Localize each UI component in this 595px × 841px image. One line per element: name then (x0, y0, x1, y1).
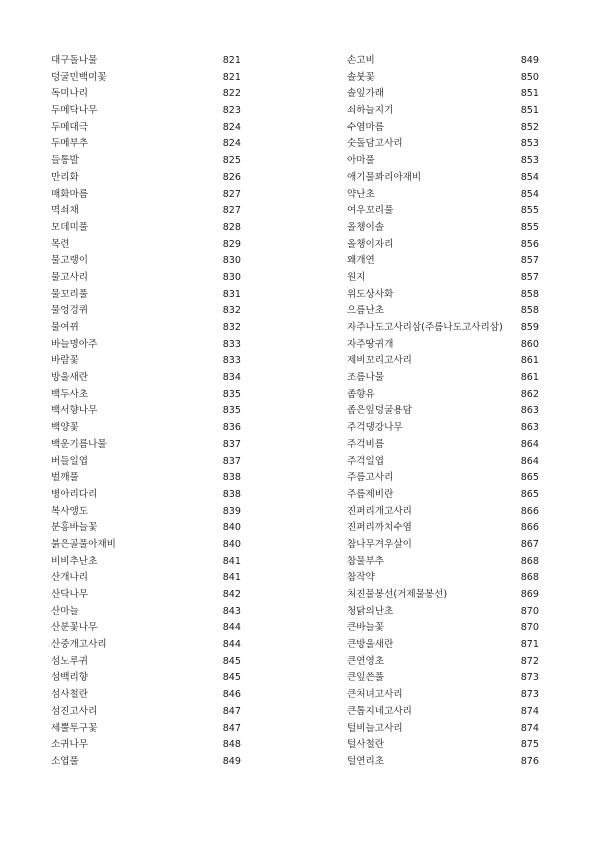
entry-name: 아마풀 (347, 155, 375, 167)
entry-page-number: 833 (222, 338, 241, 350)
index-entry (347, 170, 539, 187)
index-entry (347, 86, 539, 103)
entry-page-number: 868 (520, 572, 539, 584)
entry-page-number: 838 (222, 488, 241, 500)
index-entry (51, 86, 241, 103)
entry-name: 제비꼬리고사리 (347, 355, 412, 367)
entry-name: 으름난초 (347, 305, 385, 317)
entry-page-number: 871 (520, 639, 539, 651)
entry-name: 큰톱지네고사리 (347, 705, 412, 717)
index-entry (51, 654, 241, 671)
entry-page-number: 831 (222, 288, 241, 300)
entry-name: 물꼬리풀 (51, 288, 89, 300)
entry-name: 자주땅귀개 (347, 338, 394, 350)
index-entry (347, 153, 539, 170)
index-entry (347, 620, 539, 637)
index-entry (347, 403, 539, 420)
entry-name: 주름제비란 (347, 488, 394, 500)
index-entry (51, 237, 241, 254)
entry-name: 섬노루귀 (51, 655, 89, 667)
entry-name: 물여뀌 (51, 322, 79, 333)
entry-page-number: 845 (222, 655, 241, 667)
index-entry (51, 554, 241, 571)
entry-name: 비비추난초 (51, 555, 98, 567)
entry-name: 매화마름 (51, 188, 89, 200)
entry-page-number: 836 (222, 422, 241, 434)
index-entry (347, 754, 539, 771)
index-entry (51, 520, 241, 537)
index-entry (51, 337, 241, 354)
entry-name: 큰바늘꽃 (347, 622, 385, 634)
entry-page-number: 845 (222, 672, 241, 684)
entry-page-number: 853 (520, 155, 539, 167)
index-entry (51, 737, 241, 754)
entry-page-number: 824 (222, 138, 241, 150)
entry-page-number: 861 (520, 372, 539, 384)
index-entry (51, 537, 241, 554)
entry-page-number: 842 (222, 589, 241, 600)
entry-page-number: 832 (222, 305, 241, 317)
index-entry (51, 487, 241, 504)
entry-page-number: 826 (222, 171, 241, 183)
entry-page-number: 866 (520, 522, 539, 534)
entry-page-number: 865 (520, 488, 539, 500)
entry-page-number: 864 (520, 438, 539, 450)
entry-page-number: 858 (520, 305, 539, 317)
entry-name: 들통발 (51, 155, 79, 167)
entry-name: 큰잎쓴풀 (347, 672, 385, 684)
entry-name: 분홍바늘꽃 (51, 522, 98, 534)
index-entry (347, 370, 539, 387)
entry-name: 백양꽃 (51, 422, 79, 434)
entry-page-number: 841 (222, 572, 241, 584)
entry-name: 숫돌담고사리 (347, 138, 403, 150)
entry-name: 쇠하늘지기 (347, 105, 394, 117)
entry-name: 덩굴민백미꽃 (51, 71, 107, 83)
entry-name: 대구돌나물 (51, 55, 98, 66)
entry-name: 세뿔투구꽃 (51, 722, 98, 734)
entry-page-number: 876 (520, 755, 539, 767)
entry-page-number: 843 (222, 605, 241, 617)
index-entry (347, 570, 539, 587)
entry-page-number: 862 (520, 388, 539, 400)
index-entry (51, 704, 241, 721)
entry-name: 두메대극 (51, 121, 89, 133)
entry-page-number: 858 (520, 288, 539, 300)
entry-name: 산닥나무 (51, 589, 89, 600)
entry-name: 모데미풀 (51, 221, 89, 233)
entry-name: 약난초 (347, 188, 375, 200)
index-entry (51, 504, 241, 521)
entry-page-number: 821 (222, 71, 241, 83)
index-entry (51, 587, 241, 604)
entry-page-number: 863 (520, 405, 539, 417)
index-entry (347, 303, 539, 320)
entry-page-number: 857 (520, 255, 539, 267)
entry-name: 방울새란 (51, 372, 89, 384)
entry-name: 털연리초 (347, 755, 385, 767)
entry-name: 애기물꽈리아재비 (347, 171, 422, 183)
index-entry (347, 420, 539, 437)
index-entry (51, 387, 241, 404)
index-entry (51, 604, 241, 621)
entry-page-number: 867 (520, 538, 539, 550)
entry-name: 주걱일엽 (347, 455, 385, 467)
entry-page-number: 825 (222, 155, 241, 167)
entry-name: 복사앵도 (51, 505, 89, 517)
index-entry (347, 120, 539, 137)
index-entry (51, 53, 241, 70)
entry-name: 자주나도고사리삼(주름나도고사리삼) (347, 322, 503, 333)
entry-name: 올챙이자리 (347, 238, 394, 250)
entry-page-number: 833 (222, 355, 241, 367)
entry-name: 백운기름나물 (51, 438, 107, 450)
entry-page-number: 875 (520, 739, 539, 751)
entry-page-number: 841 (222, 555, 241, 567)
entry-name: 올챙이솔 (347, 221, 385, 233)
entry-page-number: 834 (222, 372, 241, 384)
index-entry (51, 637, 241, 654)
index-entry (51, 470, 241, 487)
entry-name: 좁은잎덩굴용담 (347, 405, 412, 417)
index-entry (347, 220, 539, 237)
index-entry (51, 203, 241, 220)
index-entry (51, 670, 241, 687)
entry-page-number: 849 (520, 55, 539, 66)
entry-name: 털비늘고사리 (347, 722, 403, 734)
entry-name: 바늘명아주 (51, 338, 98, 350)
entry-name: 산개나리 (51, 572, 89, 584)
entry-name: 원지 (347, 271, 366, 283)
entry-page-number: 865 (520, 472, 539, 484)
index-entry (347, 437, 539, 454)
index-entry (51, 303, 241, 320)
entry-page-number: 822 (222, 88, 241, 100)
entry-name: 만리화 (51, 171, 79, 183)
entry-name: 진퍼리개고사리 (347, 505, 412, 517)
index-entry (347, 704, 539, 721)
entry-name: 청닭의난초 (347, 605, 394, 617)
index-entry (51, 437, 241, 454)
entry-page-number: 844 (222, 622, 241, 634)
entry-name: 산분꽃나무 (51, 622, 98, 634)
entry-page-number: 840 (222, 538, 241, 550)
entry-page-number: 850 (520, 71, 539, 83)
entry-page-number: 830 (222, 255, 241, 267)
index-entry (347, 454, 539, 471)
entry-name: 진퍼리까치수염 (347, 522, 412, 534)
entry-page-number: 874 (520, 722, 539, 734)
entry-name: 백두사초 (51, 388, 89, 400)
entry-page-number: 864 (520, 455, 539, 467)
index-entry (51, 687, 241, 704)
index-entry (51, 721, 241, 738)
entry-name: 두메부추 (51, 138, 89, 150)
entry-name: 주걱비름 (347, 438, 385, 450)
index-entry (347, 587, 539, 604)
entry-page-number: 838 (222, 472, 241, 484)
entry-page-number: 855 (520, 205, 539, 217)
index-entry (347, 687, 539, 704)
entry-page-number: 824 (222, 121, 241, 133)
index-entry (51, 220, 241, 237)
entry-page-number: 840 (222, 522, 241, 534)
entry-name: 처진물봉선(거제물봉선) (347, 589, 448, 600)
index-entry (347, 203, 539, 220)
index-entry (347, 136, 539, 153)
index-entry (347, 487, 539, 504)
index-column-right (347, 53, 539, 771)
index-entry (51, 136, 241, 153)
entry-page-number: 870 (520, 605, 539, 617)
index-entry (347, 470, 539, 487)
entry-name: 붉은골풀아재비 (51, 538, 116, 550)
entry-name: 주걱댕강나무 (347, 422, 403, 434)
entry-name: 물엉겅퀴 (51, 305, 89, 317)
index-entry (347, 253, 539, 270)
entry-name: 손고비 (347, 55, 375, 66)
entry-page-number: 846 (222, 689, 241, 701)
entry-page-number: 873 (520, 689, 539, 701)
entry-name: 소귀나무 (51, 739, 89, 751)
entry-page-number: 827 (222, 205, 241, 217)
index-entry (51, 187, 241, 204)
entry-page-number: 848 (222, 739, 241, 751)
index-entry (347, 270, 539, 287)
entry-name: 독미나리 (51, 88, 89, 100)
entry-name: 바람꽃 (51, 355, 79, 367)
entry-page-number: 847 (222, 705, 241, 717)
entry-name: 조름나물 (347, 372, 385, 384)
index-entry (347, 721, 539, 738)
index-entry (51, 287, 241, 304)
entry-name: 병아리다리 (51, 488, 98, 500)
index-entry (347, 737, 539, 754)
index-entry (51, 353, 241, 370)
entry-page-number: 847 (222, 722, 241, 734)
entry-page-number: 837 (222, 438, 241, 450)
index-entry (347, 287, 539, 304)
entry-page-number: 835 (222, 405, 241, 417)
entry-name: 물고사리 (51, 271, 89, 283)
index-entry (347, 504, 539, 521)
index-entry (347, 187, 539, 204)
index-column-left (51, 53, 241, 771)
index-entry (51, 620, 241, 637)
entry-page-number: 868 (520, 555, 539, 567)
entry-name: 참물부추 (347, 555, 385, 567)
index-entry (347, 387, 539, 404)
entry-page-number: 851 (520, 88, 539, 100)
index-entry (347, 53, 539, 70)
entry-name: 위도상사화 (347, 288, 394, 300)
entry-name: 산중개고사리 (51, 639, 107, 651)
entry-name: 버들일엽 (51, 455, 89, 467)
entry-name: 산마늘 (51, 605, 79, 617)
entry-name: 백서향나무 (51, 405, 98, 417)
index-entry (51, 370, 241, 387)
entry-name: 목련 (51, 238, 70, 250)
index-entry (347, 337, 539, 354)
entry-page-number: 837 (222, 455, 241, 467)
entry-page-number: 855 (520, 221, 539, 233)
index-entry (347, 103, 539, 120)
index-entry (347, 654, 539, 671)
entry-page-number: 830 (222, 271, 241, 283)
entry-page-number: 854 (520, 188, 539, 200)
index-entry (347, 670, 539, 687)
entry-name: 섬사철란 (51, 689, 89, 701)
entry-name: 주름고사리 (347, 472, 394, 484)
entry-page-number: 869 (520, 589, 539, 600)
entry-page-number: 835 (222, 388, 241, 400)
index-entry (347, 637, 539, 654)
index-entry (51, 320, 241, 337)
entry-page-number: 873 (520, 672, 539, 684)
entry-page-number: 827 (222, 188, 241, 200)
entry-page-number: 849 (222, 755, 241, 767)
entry-page-number: 872 (520, 655, 539, 667)
index-entry (347, 604, 539, 621)
entry-page-number: 857 (520, 271, 539, 283)
entry-page-number: 829 (222, 238, 241, 250)
entry-page-number: 853 (520, 138, 539, 150)
index-entry (347, 237, 539, 254)
index-entry (347, 554, 539, 571)
entry-name: 참작약 (347, 572, 375, 584)
index-entry (51, 170, 241, 187)
index-entry (51, 754, 241, 771)
entry-name: 좀향유 (347, 388, 375, 400)
entry-page-number: 823 (222, 105, 241, 117)
index-entry (51, 120, 241, 137)
entry-page-number: 863 (520, 422, 539, 434)
entry-name: 큰방울새란 (347, 639, 394, 651)
entry-page-number: 866 (520, 505, 539, 517)
entry-name: 수염마름 (347, 121, 385, 133)
entry-name: 털사철란 (347, 739, 385, 751)
entry-name: 멱쇠채 (51, 205, 79, 217)
entry-page-number: 844 (222, 639, 241, 651)
entry-name: 참나무겨우살이 (347, 538, 412, 550)
entry-page-number: 839 (222, 505, 241, 517)
entry-name: 두메닥나무 (51, 105, 98, 117)
entry-page-number: 856 (520, 238, 539, 250)
entry-page-number: 874 (520, 705, 539, 717)
index-entry (51, 570, 241, 587)
entry-name: 섬진고사리 (51, 705, 98, 717)
entry-name: 물고랭이 (51, 255, 89, 267)
entry-name: 큰처녀고사리 (347, 689, 403, 701)
index-entry (51, 420, 241, 437)
index-entry (347, 70, 539, 87)
index-entry (51, 253, 241, 270)
entry-name: 솔잎가래 (347, 88, 385, 100)
index-entry (51, 454, 241, 471)
index-entry (51, 70, 241, 87)
entry-page-number: 861 (520, 355, 539, 367)
index-entry (347, 520, 539, 537)
entry-page-number: 859 (520, 322, 539, 333)
index-entry (51, 270, 241, 287)
entry-name: 솔붓꽃 (347, 71, 375, 83)
entry-page-number: 852 (520, 121, 539, 133)
entry-name: 큰연영초 (347, 655, 385, 667)
index-entry (51, 103, 241, 120)
entry-name: 왜개연 (347, 255, 375, 267)
entry-name: 소엽풀 (51, 755, 79, 767)
entry-page-number: 851 (520, 105, 539, 117)
entry-name: 벌깨풀 (51, 472, 79, 484)
index-entry (51, 153, 241, 170)
index-entry (51, 403, 241, 420)
entry-page-number: 832 (222, 322, 241, 333)
entry-page-number: 854 (520, 171, 539, 183)
index-entry (347, 353, 539, 370)
entry-name: 섬백리향 (51, 672, 89, 684)
index-entry (347, 537, 539, 554)
entry-page-number: 821 (222, 55, 241, 66)
entry-page-number: 828 (222, 221, 241, 233)
entry-name: 여우꼬리풀 (347, 205, 394, 217)
entry-page-number: 870 (520, 622, 539, 634)
index-entry (347, 320, 539, 337)
entry-page-number: 860 (520, 338, 539, 350)
